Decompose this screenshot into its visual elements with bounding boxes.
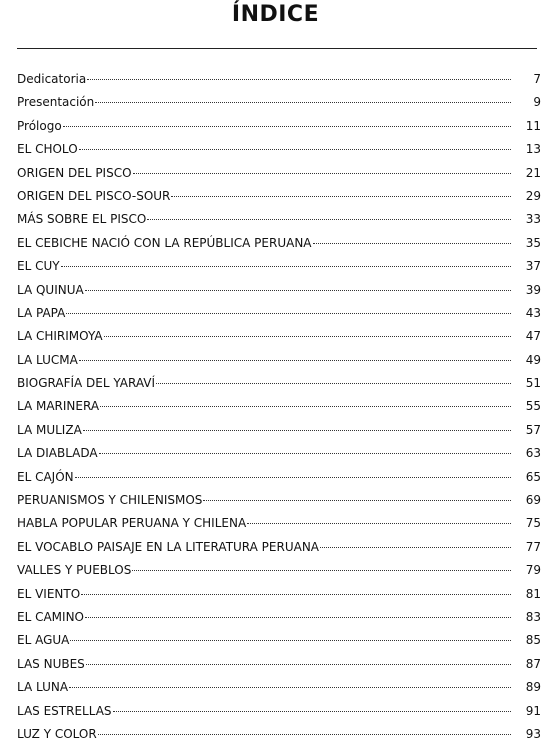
toc-entry: [17, 587, 541, 610]
toc-entry: [17, 119, 541, 142]
toc-entry-title: EL CUY: [17, 259, 60, 274]
toc-entry: [17, 610, 541, 633]
dot-leader: [87, 79, 511, 80]
dot-leader: [86, 664, 511, 665]
toc-entry-page-number: 93: [525, 726, 541, 741]
dot-leader: [75, 477, 511, 478]
toc-entry-page-number: 43: [525, 305, 541, 320]
toc-entry-title: EL AGUA: [17, 633, 70, 648]
toc-entry-title: LA MULIZA: [17, 422, 82, 437]
toc-entry-page-number: 91: [525, 703, 541, 718]
toc-entry: [17, 680, 541, 703]
page-title: ÍNDICE: [231, 2, 320, 27]
toc-entry: [17, 306, 541, 329]
dot-leader: [95, 102, 511, 103]
dot-leader: [63, 126, 511, 127]
dot-leader: [85, 617, 511, 618]
dot-leader: [83, 430, 511, 431]
dot-leader: [70, 640, 511, 641]
toc-entry-title: ORIGEN DEL PISCO-SOUR: [17, 188, 171, 203]
toc-entry-title: EL CHOLO: [17, 142, 78, 157]
toc-entry: [17, 423, 541, 446]
dot-leader: [61, 266, 511, 267]
toc-entry: [17, 657, 541, 680]
toc-entry-page-number: 89: [525, 680, 541, 695]
toc-entry: [17, 540, 541, 563]
toc-entry-title: EL CAMINO: [17, 609, 84, 624]
toc-entry: [17, 399, 541, 422]
toc-entry-page-number: 49: [525, 352, 541, 367]
toc-entry-page-number: 77: [525, 539, 541, 554]
toc-entry-page-number: 35: [525, 235, 541, 250]
toc-entry-title: BIOGRAFÍA DEL YARAVÍ: [17, 376, 156, 391]
toc-entry-page-number: 87: [525, 656, 541, 671]
toc-entry-page-number: 7: [533, 72, 541, 86]
toc-entry-page-number: 33: [525, 212, 541, 227]
toc-entry: [17, 633, 541, 656]
toc-entry: [17, 353, 541, 376]
dot-leader: [79, 360, 511, 361]
dot-leader: [147, 219, 511, 220]
toc-entry-title: LA MARINERA: [17, 399, 100, 414]
toc-entry-page-number: 65: [525, 469, 541, 484]
toc-entry-title: LA LUCMA: [17, 352, 78, 367]
toc-entry-page-number: 83: [525, 609, 541, 624]
toc-entry-title: EL VOCABLO PAISAJE EN LA LITERATURA PERUANA: [17, 539, 320, 554]
toc-entry: [17, 189, 541, 212]
title-divider: [17, 48, 537, 49]
toc-entry-title: Presentación: [17, 95, 95, 110]
dot-leader: [104, 336, 511, 337]
toc-entry: [17, 329, 541, 352]
toc-entry-title: ORIGEN DEL PISCO: [17, 165, 132, 180]
toc-entry-page-number: 29: [525, 188, 541, 203]
toc-entry-title: LA DIABLADA: [17, 446, 98, 461]
dot-leader: [100, 406, 511, 407]
toc-entry-title: HABLA POPULAR PERUANA Y CHILENA: [17, 516, 247, 531]
toc-entry: [17, 166, 541, 189]
toc-entry: [17, 283, 541, 306]
toc-entry-page-number: 63: [525, 446, 541, 461]
toc-entry: [17, 704, 541, 727]
toc-entry-page-number: 75: [525, 516, 541, 531]
toc-entry-page-number: 13: [525, 142, 541, 157]
toc-entry: [17, 446, 541, 469]
dot-leader: [132, 570, 511, 571]
toc-entry-title: EL VIENTO: [17, 586, 81, 601]
toc-entry-page-number: 85: [525, 633, 541, 648]
dot-leader: [133, 173, 511, 174]
dot-leader: [81, 594, 511, 595]
dot-leader: [69, 687, 511, 688]
toc-entry: [17, 95, 541, 118]
toc-entry: [17, 727, 541, 750]
toc-entry-title: LA PAPA: [17, 305, 66, 320]
toc-entry-title: LUZ Y COLOR: [17, 726, 97, 741]
toc-entry-page-number: 39: [525, 282, 541, 297]
toc-entry-page-number: 79: [525, 563, 541, 578]
toc-entry: [17, 236, 541, 259]
dot-leader: [113, 711, 511, 712]
toc-entry-title: EL CEBICHE NACIÓ CON LA REPÚBLICA PERUANA: [17, 235, 312, 250]
dot-leader: [203, 500, 511, 501]
dot-leader: [79, 149, 511, 150]
toc-entry-title: PERUANISMOS Y CHILENISMOS: [17, 493, 203, 508]
toc-entry-title: Dedicatoria: [17, 72, 87, 86]
toc-entry-page-number: 47: [525, 329, 541, 344]
toc-entry: [17, 470, 541, 493]
toc-entry-page-number: 37: [525, 259, 541, 274]
toc-entry-title: LAS NUBES: [17, 656, 85, 671]
dot-leader: [313, 243, 512, 244]
toc-entry: [17, 72, 541, 95]
dot-leader: [98, 734, 511, 735]
dot-leader: [99, 453, 511, 454]
toc-entry: [17, 493, 541, 516]
toc-entry-title: LA LUNA: [17, 680, 69, 695]
toc-entry: [17, 212, 541, 235]
toc-entry: [17, 516, 541, 539]
toc-entry-title: LAS ESTRELLAS: [17, 703, 112, 718]
toc-entry-page-number: 57: [525, 422, 541, 437]
dot-leader: [66, 313, 511, 314]
dot-leader: [85, 290, 511, 291]
toc-entry-page-number: 11: [525, 118, 541, 133]
dot-leader: [171, 196, 511, 197]
toc-entry: [17, 142, 541, 165]
dot-leader: [320, 547, 511, 548]
toc-entry-page-number: 9: [533, 95, 541, 110]
table-of-contents: [17, 72, 541, 750]
toc-entry-title: LA CHIRIMOYA: [17, 329, 103, 344]
toc-entry-title: MÁS SOBRE EL PISCO: [17, 212, 147, 227]
toc-entry: [17, 259, 541, 282]
dot-leader: [156, 383, 511, 384]
toc-entry-page-number: 69: [525, 493, 541, 508]
toc-entry-page-number: 81: [525, 586, 541, 601]
toc-entry-title: VALLES Y PUEBLOS: [17, 563, 132, 578]
toc-entry-page-number: 51: [525, 376, 541, 391]
toc-entry-title: EL CAJÓN: [17, 469, 74, 484]
toc-entry-page-number: 55: [525, 399, 541, 414]
dot-leader: [247, 523, 511, 524]
toc-entry-title: Prólogo: [17, 118, 62, 133]
toc-entry-page-number: 21: [525, 165, 541, 180]
toc-entry-title: LA QUINUA: [17, 282, 84, 297]
toc-entry: [17, 563, 541, 586]
toc-entry: [17, 376, 541, 399]
